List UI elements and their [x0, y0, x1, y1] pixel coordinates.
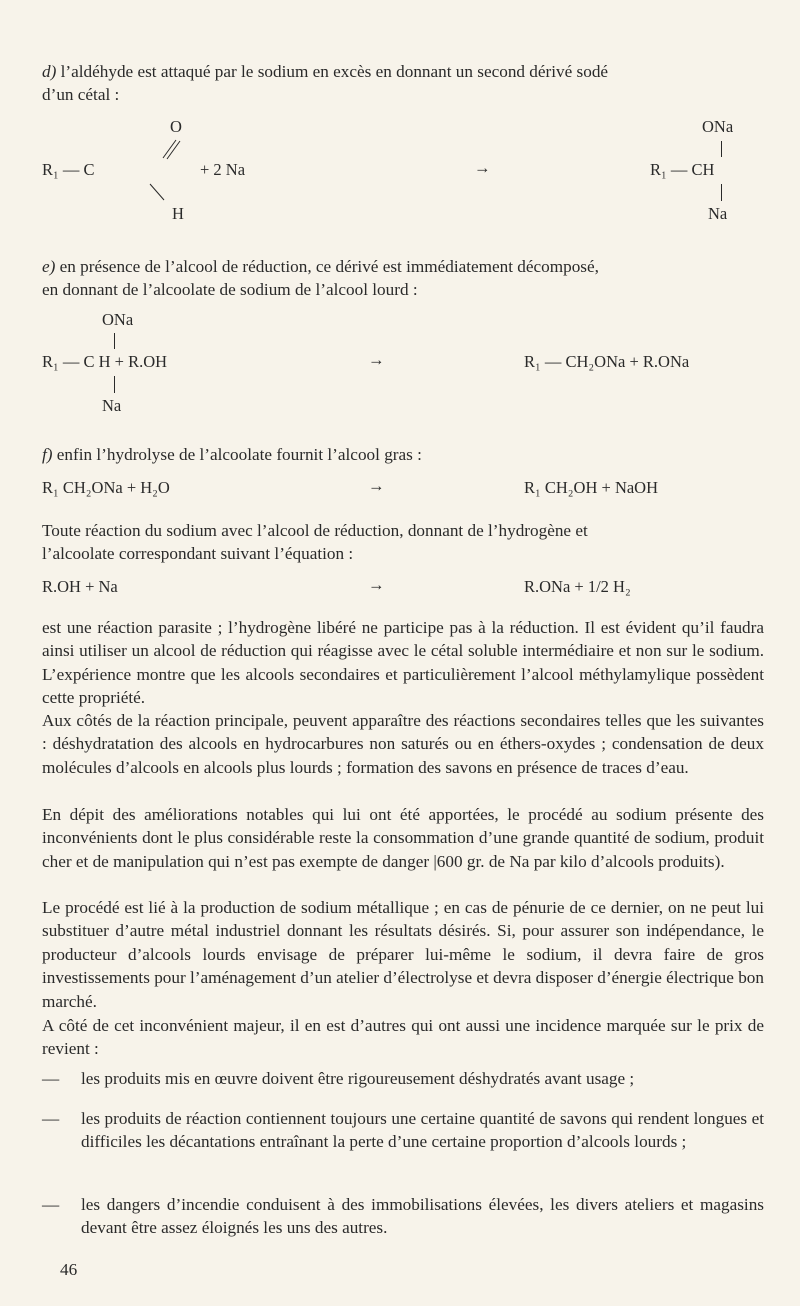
eq-d-r1-c: R₁ — C [42, 160, 95, 179]
step-e-text: en présence de l’alcool de réduction, ce dérivé est immédiatement décomposé, [55, 257, 599, 276]
eq-g-lhs: R.OH + Na [42, 577, 118, 596]
eq-e-na: Na [102, 396, 122, 415]
para-cote: A côté de cet inconvénient majeur, il en est d’autres qui ont aussi une incidence marquée sur le prix de revient : [42, 1016, 764, 1059]
para-depit: En dépit des améliorations notables qui lui ont été apportées, le procédé au sodium présente des inconvénients dont le plus considérable reste la consommation d’une grande quantité de sodium, produit cher et de manipulation qui n’est pas exempte de danger |600 gr. de Na par kilo d’alcools produits). [42, 805, 764, 871]
eq-d-na: Na [708, 204, 728, 223]
step-d-line2: d’un cétal : [42, 85, 120, 104]
list-item-text: les produits de réaction contiennent toujours une certaine quantité de savons qui rendent longues et difficiles les décantations entraînant la perte d’une certaine proportion d’alcools lourds ; [81, 1109, 764, 1152]
step-f-line [42, 443, 422, 466]
para-lie: Le procédé est lié à la production de sodium métallique ; en cas de pénurie de ce dernier, on ne peut lui substituer d’autre métal industriel donnant les résultats désirés. Si, pour assurer son indépendance, le producteur d’alcools lourds envisage de préparer lui-même le sodium, il devra faire de gros investissements pour l’aménagement d’un atelier d’électrolyse et devra disposer d’énergie électrique bon marché. [42, 898, 764, 1011]
eq-f-arrow-icon: → [368, 476, 385, 495]
step-f-text: enfin l’hydrolyse de l’alcoolate fournit l’alcool gras : [52, 445, 422, 464]
list-item-text: les dangers d’incendie conduisent à des immobilisations élevées, les divers ateliers et magasins devant être assez éloignés les uns des autres. [81, 1195, 764, 1238]
eq-d-r1-ch: R₁ — CH [650, 160, 715, 179]
para-toute-line1: Toute réaction du sodium avec l’alcool de réduction, donnant de l’hydrogène et [42, 521, 588, 540]
para-parasite: est une réaction parasite ; l’hydrogène libéré ne participe pas à la réduction. Il est évident qu’il faudra ainsi utiliser un alcool de réduction qui réagisse avec le cétal soluble intermédiaire et non sur le sodium. L’expérience montre que les alcools secondaires et particulièrement l’alcool méthylamylique possèdent cette propriété. [42, 618, 764, 708]
eq-d-hydrogen: H [172, 204, 184, 223]
dash-bullet: — [42, 1195, 60, 1214]
para-aux: Aux côtés de la réaction principale, peuvent apparaître des réactions secondaires telles que les suivantes : déshydratation des alcools en hydrocarbures non saturés ou en éthers-oxydes ; condensation de deux molécules d’alcools en alcools plus lourds ; formation des savons en présence de traces d’eau. [42, 711, 764, 777]
list-item-text: les produits mis en œuvre doivent être rigoureusement déshydratés avant usage ; [81, 1069, 635, 1088]
eq-e-ona: ONa [102, 310, 134, 329]
eq-f-lhs: R₁ CH₂ONa + H₂O [42, 478, 170, 497]
eq-g-rhs: R.ONa + 1/2 H₂ [524, 577, 631, 596]
dash-bullet: — [42, 1069, 60, 1088]
vertical-bond-icon [721, 184, 722, 201]
eq-g-arrow-icon: → [368, 575, 385, 594]
step-f-marker: f) [42, 445, 53, 464]
eq-e-arrow-icon: → [368, 350, 385, 369]
page-number: 46 [60, 1260, 78, 1279]
step-e-line2: en donnant de l’alcoolate de sodium de l’alcool lourd : [42, 280, 418, 299]
vertical-bond-icon [721, 141, 722, 157]
vertical-bond-icon [114, 376, 115, 393]
eq-e-rhs: R₁ — CH₂ONa + R.ONa [524, 352, 690, 371]
para-toute-line2: l’alcoolate correspondant suivant l’équation : [42, 544, 354, 563]
step-d-line1 [42, 60, 608, 83]
vertical-bond-icon [114, 333, 115, 349]
eq-d-plus-na: + 2 Na [200, 160, 246, 179]
dash-bullet: — [42, 1109, 60, 1128]
double-bond-icon [162, 138, 182, 160]
eq-d-arrow-icon: → [474, 158, 491, 177]
step-d-text: l’aldéhyde est attaqué par le sodium en excès en donnant un second dérivé sodé [56, 62, 609, 81]
single-bond-icon [148, 182, 166, 202]
step-e-marker: e) [42, 257, 56, 276]
step-d-marker: d) [42, 62, 57, 81]
eq-f-rhs: R₁ CH₂OH + NaOH [524, 478, 659, 497]
eq-d-ona: ONa [702, 117, 734, 136]
eq-e-lhs: R₁ — C H + R.OH [42, 352, 168, 371]
step-e-line1 [42, 255, 599, 278]
eq-d-oxygen: O [170, 117, 182, 136]
